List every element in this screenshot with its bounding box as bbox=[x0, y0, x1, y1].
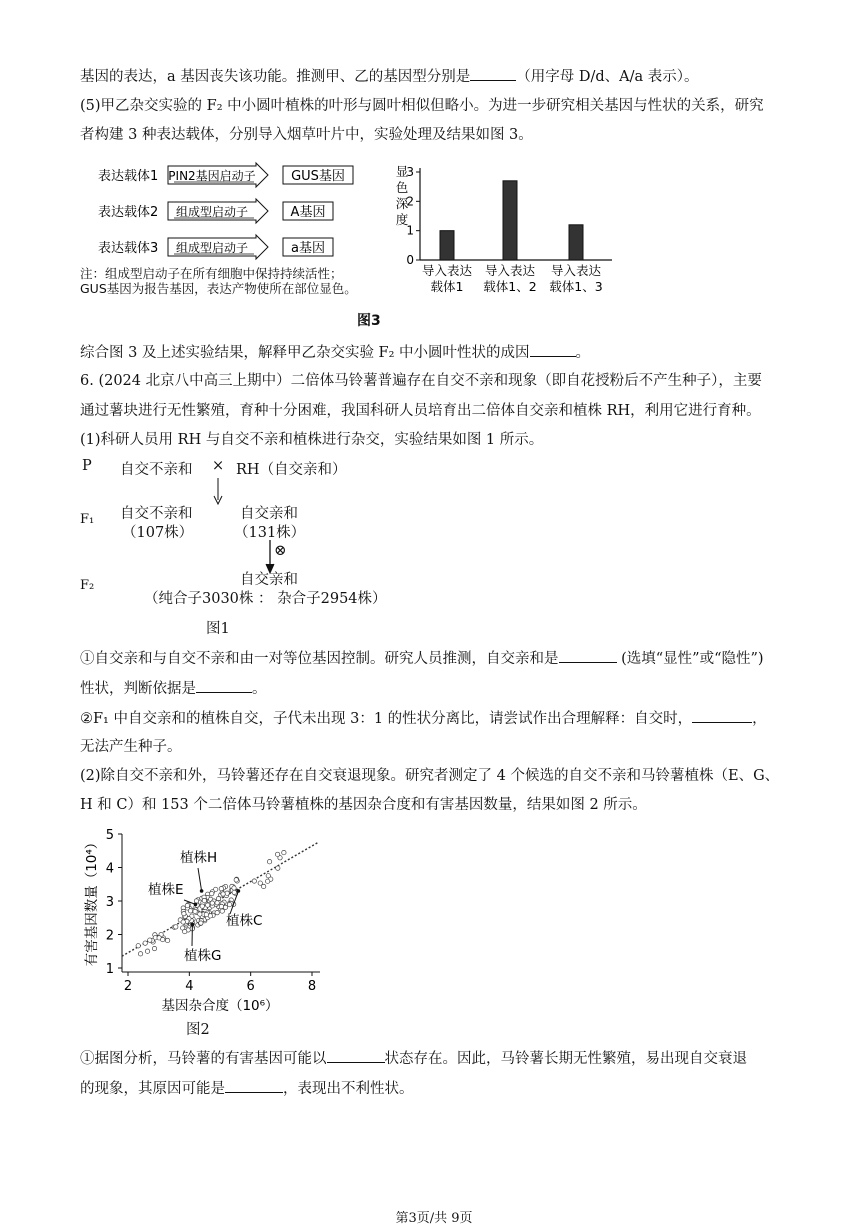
figure-2-scatter bbox=[80, 822, 340, 1042]
y-tick-label: 3 bbox=[105, 895, 114, 910]
data-point bbox=[185, 903, 189, 907]
x-tick-label: 4 bbox=[185, 979, 194, 994]
f2-label: 自交亲和 bbox=[240, 572, 298, 588]
promoter-label: PIN2基因启动子 bbox=[168, 169, 256, 183]
x-axis-label: 基因杂合度（10⁶） bbox=[161, 998, 279, 1014]
data-point bbox=[275, 852, 279, 856]
data-point bbox=[219, 904, 223, 908]
answer-blank[interactable] bbox=[559, 648, 617, 663]
question-4-line-2: 的现象，其原因可能是 ，表现出不利性状。 bbox=[80, 1078, 414, 1099]
arrow-tip bbox=[237, 889, 241, 893]
data-point bbox=[215, 910, 219, 914]
x-tick-label: 载体1、3 bbox=[549, 279, 603, 294]
y-tick-label: 0 bbox=[406, 253, 414, 267]
data-point bbox=[223, 905, 227, 909]
bar bbox=[503, 181, 517, 260]
data-point bbox=[261, 884, 265, 888]
bar bbox=[440, 231, 454, 260]
arrow-tip bbox=[194, 903, 198, 907]
data-point bbox=[182, 911, 186, 915]
data-point bbox=[188, 909, 192, 913]
data-point bbox=[205, 903, 209, 907]
x-tick-label: 2 bbox=[123, 979, 133, 994]
data-point bbox=[227, 902, 231, 906]
question-6-line-1: 6. (2024 北京八中高三上期中）二倍体马铃薯普遍存在自交不亲和现象（即自花授粉后不产生种子），主要 bbox=[80, 373, 762, 389]
data-point bbox=[210, 901, 214, 905]
y-axis-label: 有害基因数量（10⁴） bbox=[84, 835, 100, 967]
x-tick-label: 导入表达 bbox=[421, 263, 473, 278]
label-f2: F₂ bbox=[80, 578, 95, 593]
y-tick-label: 1 bbox=[105, 962, 114, 977]
data-point bbox=[174, 925, 178, 929]
data-point bbox=[220, 909, 224, 913]
gene-label: A基因 bbox=[290, 205, 326, 220]
data-point bbox=[152, 946, 156, 950]
x-tick-label: 载体1、2 bbox=[483, 279, 537, 294]
text-line-1: 基因的表达，a 基因丧失该功能。推测甲、乙的基因型分别是 （用字母 D/d、A/a 表示）。 bbox=[80, 66, 699, 87]
gene-label: GUS基因 bbox=[291, 169, 345, 184]
answer-blank[interactable] bbox=[692, 708, 752, 723]
figure-3-note-2: GUS基因为报告基因，表达产物使所在部位显色。 bbox=[80, 281, 357, 296]
question-6-line-2: 通过薯块进行无性繁殖，育种十分困难，我国科研人员培育出二倍体自交亲和植株 RH，利用它进行育种。 bbox=[80, 403, 761, 419]
gene-label: a基因 bbox=[291, 241, 325, 256]
x-tick-label: 6 bbox=[246, 979, 255, 994]
f1-left-count: （107株） bbox=[122, 525, 194, 541]
answer-blank[interactable] bbox=[196, 678, 252, 693]
data-point bbox=[221, 892, 225, 896]
figure-2-caption: 图2 bbox=[186, 1022, 210, 1038]
arrow-tip bbox=[200, 889, 204, 893]
plant-label-C: 植株C bbox=[226, 913, 263, 929]
data-point bbox=[198, 912, 202, 916]
x-tick-label: 载体1 bbox=[430, 279, 464, 294]
arrow-tip bbox=[191, 923, 195, 927]
question-3-line-2: H 和 C）和 153 个二倍体马铃薯植株的基因杂合度和有害基因数量，结果如图 2 所示。 bbox=[80, 797, 647, 813]
label-p: P bbox=[82, 458, 92, 474]
plant-label-G: 植株G bbox=[184, 948, 222, 964]
data-point bbox=[145, 949, 149, 953]
y-tick-label: 5 bbox=[105, 828, 114, 843]
bar bbox=[569, 225, 583, 260]
data-point bbox=[267, 860, 271, 864]
data-point bbox=[204, 912, 208, 916]
question-2-line-2: 无法产生种子。 bbox=[80, 739, 182, 755]
p-left-parent: 自交不亲和 bbox=[120, 462, 193, 478]
y-tick-label: 3 bbox=[406, 165, 414, 179]
data-point bbox=[160, 937, 164, 941]
promoter-label: 组成型启动子 bbox=[175, 241, 249, 255]
data-point bbox=[234, 878, 238, 882]
data-point bbox=[138, 952, 142, 956]
promoter-label: 组成型启动子 bbox=[175, 205, 249, 219]
data-point bbox=[181, 920, 185, 924]
data-point bbox=[232, 890, 236, 894]
question-1-line-2: 性状，判断依据是 。 bbox=[80, 678, 267, 699]
figure-3-bar-chart bbox=[390, 160, 630, 300]
y-tick-label: 1 bbox=[406, 223, 414, 238]
data-point bbox=[282, 850, 286, 854]
data-point bbox=[200, 904, 204, 908]
x-tick-label: 导入表达 bbox=[550, 263, 602, 278]
vector-name: 表达载体1 bbox=[98, 169, 159, 184]
data-point bbox=[232, 886, 236, 890]
label-f1: F₁ bbox=[80, 512, 95, 527]
data-point bbox=[165, 938, 169, 942]
selfing-symbol: ⊗ bbox=[274, 541, 287, 559]
figure-1-caption: 图1 bbox=[206, 621, 230, 637]
arrow-icon bbox=[198, 868, 202, 891]
plant-label-H: 植株H bbox=[180, 850, 218, 866]
y-axis-label-char: 色 bbox=[395, 180, 409, 195]
question-3-line-1: (2)除自交不亲和外，马铃薯还存在自交衰退现象。研究者测定了 4 个候选的自交不亲和马铃薯植株（E、G、 bbox=[80, 768, 780, 784]
data-point bbox=[258, 881, 262, 885]
vector-name: 表达载体3 bbox=[98, 241, 159, 256]
data-point bbox=[252, 879, 256, 883]
data-point bbox=[219, 887, 223, 891]
data-point bbox=[215, 901, 219, 905]
answer-blank[interactable] bbox=[225, 1078, 283, 1093]
answer-blank[interactable] bbox=[470, 66, 516, 81]
y-tick-label: 2 bbox=[105, 928, 114, 944]
data-point bbox=[148, 938, 152, 942]
figure-3-note-1: 注：组成型启动子在所有细胞中保持持续活性； bbox=[80, 266, 343, 281]
question-2-line-1: ②F₁ 中自交亲和的植株自交，子代未出现 3：1 的性状分离比，请尝试作出合理解释：自交时， ， bbox=[80, 708, 767, 729]
x-tick-label: 导入表达 bbox=[484, 263, 536, 278]
data-point bbox=[202, 898, 206, 902]
data-point bbox=[199, 921, 203, 925]
figure-3-caption: 图3 bbox=[357, 313, 381, 329]
question-6-line-3: (1)科研人员用 RH 与自交不亲和植株进行杂交，实验结果如图 1 所示。 bbox=[80, 432, 544, 448]
x-tick-label: 8 bbox=[307, 979, 317, 994]
y-tick-label: 4 bbox=[105, 861, 114, 877]
question-4-line-1: ①据图分析，马铃薯的有害基因可能以 状态存在。因此，马铃薯长期无性繁殖，易出现自交衰退 bbox=[80, 1048, 747, 1069]
data-point bbox=[136, 944, 140, 948]
data-point bbox=[210, 891, 214, 895]
data-point bbox=[143, 941, 147, 945]
text-line-4: 综合图 3 及上述实验结果，解释甲乙杂交实验 F₂ 中小圆叶性状的成因 。 bbox=[80, 342, 590, 363]
data-point bbox=[193, 909, 197, 913]
arrow-down-icon bbox=[208, 478, 228, 508]
text-line-3: 者构建 3 种表达载体，分别导入烟草叶片中，实验处理及结果如图 3。 bbox=[80, 127, 533, 143]
data-point bbox=[225, 891, 229, 895]
p-right-parent: RH（自交亲和） bbox=[236, 462, 347, 478]
answer-blank[interactable] bbox=[530, 342, 576, 357]
vector-name: 表达载体2 bbox=[98, 205, 159, 220]
y-axis-label-char: 显 bbox=[395, 164, 409, 179]
question-1-line-1: ①自交亲和与自交不亲和由一对等位基因控制。研究人员推测，自交亲和是 (选填“显性”或“隐性”) bbox=[80, 648, 764, 669]
page-footer: 第3页/共 9页 bbox=[395, 1211, 473, 1226]
y-tick-label: 2 bbox=[406, 194, 414, 209]
answer-blank[interactable] bbox=[327, 1048, 385, 1063]
data-point bbox=[265, 879, 269, 883]
data-point bbox=[276, 866, 280, 870]
figure-1 bbox=[78, 456, 418, 636]
f2-count: （纯合子3030株 ： 杂合子2954株） bbox=[144, 591, 387, 607]
data-point bbox=[266, 874, 270, 878]
cross-symbol: × bbox=[212, 458, 225, 474]
plant-label-E: 植株E bbox=[148, 882, 184, 898]
f1-right-count: （131株） bbox=[234, 525, 306, 541]
f1-left-label: 自交不亲和 bbox=[120, 506, 193, 522]
y-axis-label-char: 度 bbox=[395, 212, 409, 227]
f1-right-label: 自交亲和 bbox=[240, 506, 298, 522]
text-line-2: (5)甲乙杂交实验的 F₂ 中小圆叶植株的叶形与圆叶相似但略小。为进一步研究相关基因与性状的关系，研究 bbox=[80, 98, 764, 114]
data-point bbox=[194, 899, 198, 903]
data-point bbox=[183, 929, 187, 933]
y-axis-label-char: 深 bbox=[395, 196, 409, 211]
